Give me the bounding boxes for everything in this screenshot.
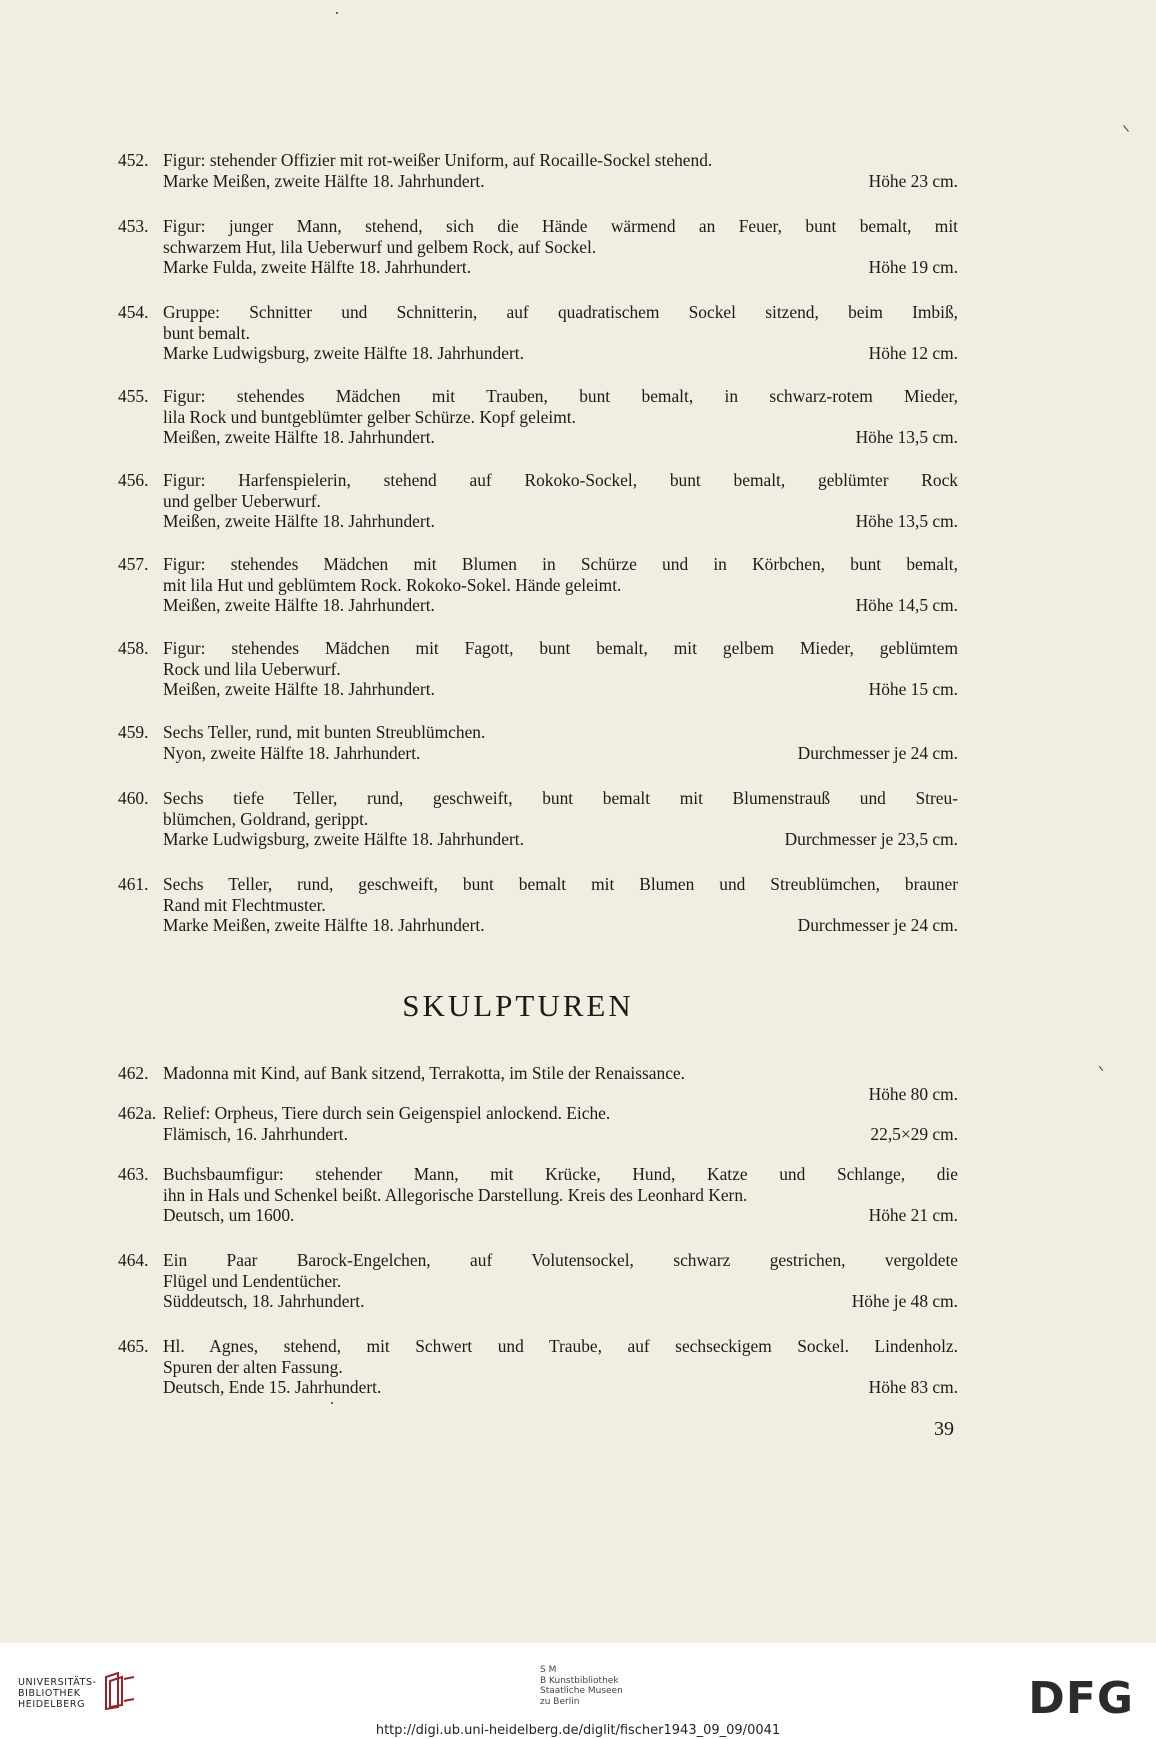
- entry-provenance: Marke Meißen, zweite Hälfte 18. Jahrhundert.: [163, 915, 485, 936]
- entry-body: [163, 638, 958, 700]
- entry-meta: [163, 679, 958, 700]
- entry-body: [163, 1164, 958, 1226]
- entry-description-line: Figur: junger Mann, stehend, sich die Hände wärmend an Feuer, bunt bemalt, mit: [163, 216, 958, 236]
- entry-description-line: lila Rock und buntgeblümter gelber Schürze. Kopf geleimt.: [163, 406, 576, 427]
- entry-description-line: Hl. Agnes, stehend, mit Schwert und Traube, auf sechseckigem Sockel. Lindenholz.: [163, 1336, 958, 1356]
- entry-number: 461.: [118, 874, 149, 894]
- entry-number: 463.: [118, 1164, 149, 1184]
- entry-description-line: Rand mit Flechtmuster.: [163, 894, 326, 915]
- entry-number: 459.: [118, 722, 149, 742]
- entry-provenance: Meißen, zweite Hälfte 18. Jahrhundert.: [163, 427, 435, 448]
- entry-dimensions: Höhe 13,5 cm.: [855, 427, 958, 448]
- entry-dimensions: Höhe 12 cm.: [868, 343, 958, 364]
- entry-body: [163, 216, 958, 278]
- entry-body: [163, 470, 958, 532]
- entry-provenance: Marke Fulda, zweite Hälfte 18. Jahrhundert.: [163, 257, 472, 278]
- paper-speck: [1099, 1066, 1104, 1071]
- entry-meta: [163, 511, 958, 532]
- entry-body: [163, 1250, 958, 1312]
- entry-description-line: mit lila Hut und geblümtem Rock. Rokoko-Sokel. Hände geleimt.: [163, 574, 622, 595]
- entry-number: 462a.: [118, 1103, 157, 1123]
- entry-body: [163, 302, 958, 364]
- entry-dimensions: Höhe 21 cm.: [868, 1205, 958, 1226]
- catalog-entry: [118, 1250, 958, 1312]
- entry-number: 456.: [118, 470, 149, 490]
- entry-number: 452.: [118, 150, 149, 170]
- entry-description-line: und gelber Ueberwurf.: [163, 490, 321, 511]
- catalog-entry: [118, 554, 958, 616]
- entry-dimensions: 22,5×29 cm.: [870, 1123, 958, 1144]
- entry-dimensions: Höhe 19 cm.: [868, 257, 958, 278]
- university-line: BIBLIOTHEK: [18, 1688, 81, 1699]
- entry-description-line: Figur: stehendes Mädchen mit Fagott, bunt bemalt, mit gelbem Mieder, geblümtem: [163, 638, 958, 658]
- entry-description-line: schwarzem Hut, lila Ueberwurf und gelbem Rock, auf Sockel.: [163, 236, 597, 257]
- entry-body: [163, 1336, 958, 1398]
- page-number: 39: [934, 1418, 954, 1440]
- entry-meta: [163, 1084, 958, 1105]
- entry-meta: [163, 1377, 958, 1398]
- entry-body: [163, 150, 958, 191]
- entry-body: [163, 788, 958, 850]
- entry-provenance: Marke Meißen, zweite Hälfte 18. Jahrhundert.: [163, 170, 485, 191]
- entry-description-line: Figur: stehendes Mädchen mit Trauben, bunt bemalt, in schwarz-rotem Mieder,: [163, 386, 958, 406]
- entry-dimensions: Durchmesser je 24 cm.: [797, 742, 958, 763]
- entry-body: [163, 386, 958, 448]
- entry-body: [163, 554, 958, 616]
- entry-body: [163, 874, 958, 936]
- catalog-entry: [118, 216, 958, 278]
- entry-meta: [163, 171, 958, 192]
- entry-dimensions: Höhe je 48 cm.: [851, 1291, 958, 1312]
- entry-meta: [163, 915, 958, 936]
- entry-description-line: Madonna mit Kind, auf Bank sitzend, Terrakotta, im Stile der Renaissance.: [163, 1063, 685, 1083]
- entry-provenance: Nyon, zweite Hälfte 18. Jahrhundert.: [163, 742, 421, 763]
- museum-line: S M: [540, 1665, 557, 1675]
- catalog-entry: [118, 638, 958, 700]
- entry-description-line: Ein Paar Barock-Engelchen, auf Volutensockel, schwarz gestrichen, vergoldete: [163, 1250, 958, 1270]
- university-line: UNIVERSITÄTS-: [18, 1677, 97, 1688]
- catalog-entry: [118, 722, 958, 763]
- entry-dimensions: Durchmesser je 24 cm.: [797, 915, 958, 936]
- entry-description-line: Sechs tiefe Teller, rund, geschweift, bunt bemalt mit Blumenstrauß und Streu-: [163, 788, 958, 808]
- university-library-name: [18, 1677, 97, 1710]
- entry-dimensions: Durchmesser je 23,5 cm.: [784, 829, 958, 850]
- entry-meta: [163, 1205, 958, 1226]
- entry-description-line: Buchsbaumfigur: stehender Mann, mit Krücke, Hund, Katze und Schlange, die: [163, 1164, 958, 1184]
- museum-line: Staatliche Museen: [540, 1686, 623, 1696]
- catalog-entry: [118, 1336, 958, 1398]
- entry-provenance: Marke Ludwigsburg, zweite Hälfte 18. Jahrhundert.: [163, 343, 524, 364]
- entry-number: 453.: [118, 216, 149, 236]
- catalog-entry: [118, 150, 958, 191]
- entry-number: 464.: [118, 1250, 149, 1270]
- entry-description-line: ihn in Hals und Schenkel beißt. Allegorische Darstellung. Kreis des Leonhard Kern.: [163, 1184, 748, 1205]
- catalog-entry: [118, 470, 958, 532]
- entry-dimensions: Höhe 14,5 cm.: [855, 595, 958, 616]
- entry-dimensions: Höhe 15 cm.: [868, 679, 958, 700]
- entry-number: 455.: [118, 386, 149, 406]
- entry-description-line: Flügel und Lendentücher.: [163, 1270, 342, 1291]
- entry-number: 465.: [118, 1336, 149, 1356]
- catalog-entry: [118, 1164, 958, 1226]
- entry-description-line: bunt bemalt.: [163, 322, 250, 343]
- museum-line: zu Berlin: [540, 1696, 580, 1707]
- entry-provenance: Flämisch, 16. Jahrhundert.: [163, 1123, 348, 1144]
- entry-provenance: Meißen, zweite Hälfte 18. Jahrhundert.: [163, 595, 435, 616]
- catalog-entry: [118, 1063, 958, 1104]
- entry-dimensions: Höhe 13,5 cm.: [855, 511, 958, 532]
- section-heading: SKULPTUREN: [402, 988, 634, 1023]
- entry-meta: [163, 343, 958, 364]
- entry-description-line: Figur: stehendes Mädchen mit Blumen in Schürze und in Körbchen, bunt bemalt,: [163, 554, 958, 574]
- paper-speck: [331, 1402, 333, 1404]
- entry-meta: [163, 595, 958, 616]
- entry-provenance: Deutsch, um 1600.: [163, 1205, 295, 1226]
- entry-number: 460.: [118, 788, 149, 808]
- paper-speck: [336, 12, 338, 14]
- paper-speck: [1123, 125, 1129, 132]
- entry-provenance: Meißen, zweite Hälfte 18. Jahrhundert.: [163, 679, 435, 700]
- entry-dimensions: Höhe 23 cm.: [868, 170, 958, 191]
- university-logo-icon: [100, 1671, 140, 1711]
- entry-body: [163, 722, 958, 763]
- entry-provenance: Meißen, zweite Hälfte 18. Jahrhundert.: [163, 511, 435, 532]
- entry-number: 458.: [118, 638, 149, 658]
- entry-description-line: Rock und lila Ueberwurf.: [163, 658, 341, 679]
- entry-provenance: Deutsch, Ende 15. Jahrhundert.: [163, 1377, 382, 1398]
- museum-credit: [540, 1665, 623, 1707]
- entry-dimensions: Höhe 83 cm.: [868, 1377, 958, 1398]
- catalog-entry: [118, 788, 958, 850]
- catalog-entry: [118, 386, 958, 448]
- entry-description-line: Gruppe: Schnitter und Schnitterin, auf quadratischem Sockel sitzend, beim Imbiß,: [163, 302, 958, 322]
- entry-meta: [163, 1291, 958, 1312]
- university-line: HEIDELBERG: [18, 1699, 86, 1710]
- entry-meta: [163, 743, 958, 764]
- entry-body: [163, 1063, 958, 1104]
- catalog-entry: [118, 302, 958, 364]
- entry-provenance: Süddeutsch, 18. Jahrhundert.: [163, 1291, 365, 1312]
- entry-description-line: Figur: stehender Offizier mit rot-weißer Uniform, auf Rocaille-Sockel stehend.: [163, 150, 713, 170]
- catalog-entry: [118, 874, 958, 936]
- entry-number: 454.: [118, 302, 149, 322]
- entry-meta: [163, 829, 958, 850]
- entry-description-line: Sechs Teller, rund, mit bunten Streublümchen.: [163, 722, 486, 742]
- entry-number: 462.: [118, 1063, 149, 1083]
- catalog-entry: [118, 1103, 958, 1144]
- entry-provenance: Marke Ludwigsburg, zweite Hälfte 18. Jahrhundert.: [163, 829, 524, 850]
- entry-number: 457.: [118, 554, 149, 574]
- digitization-footer: [0, 1643, 1156, 1739]
- entry-description-line: Relief: Orpheus, Tiere durch sein Geigenspiel anlockend. Eiche.: [163, 1103, 611, 1123]
- entry-meta: [163, 1124, 958, 1145]
- entry-description-line: Figur: Harfenspielerin, stehend auf Rokoko-Sockel, bunt bemalt, geblümter Rock: [163, 470, 958, 490]
- entry-description-line: Spuren der alten Fassung.: [163, 1356, 343, 1377]
- entry-dimensions: Höhe 80 cm.: [868, 1083, 958, 1104]
- entry-meta: [163, 427, 958, 448]
- entry-description-line: Sechs Teller, rund, geschweift, bunt bemalt mit Blumen und Streublümchen, brauner: [163, 874, 958, 894]
- source-url[interactable]: http://digi.ub.uni-heidelberg.de/diglit/fischer1943_09_09/0041: [375, 1723, 781, 1738]
- entry-body: [163, 1103, 958, 1144]
- entry-meta: [163, 257, 958, 278]
- museum-line: B Kunstbibliothek: [540, 1675, 619, 1686]
- entry-description-line: blümchen, Goldrand, gerippt.: [163, 808, 369, 829]
- dfg-logo: DFG: [1028, 1673, 1134, 1724]
